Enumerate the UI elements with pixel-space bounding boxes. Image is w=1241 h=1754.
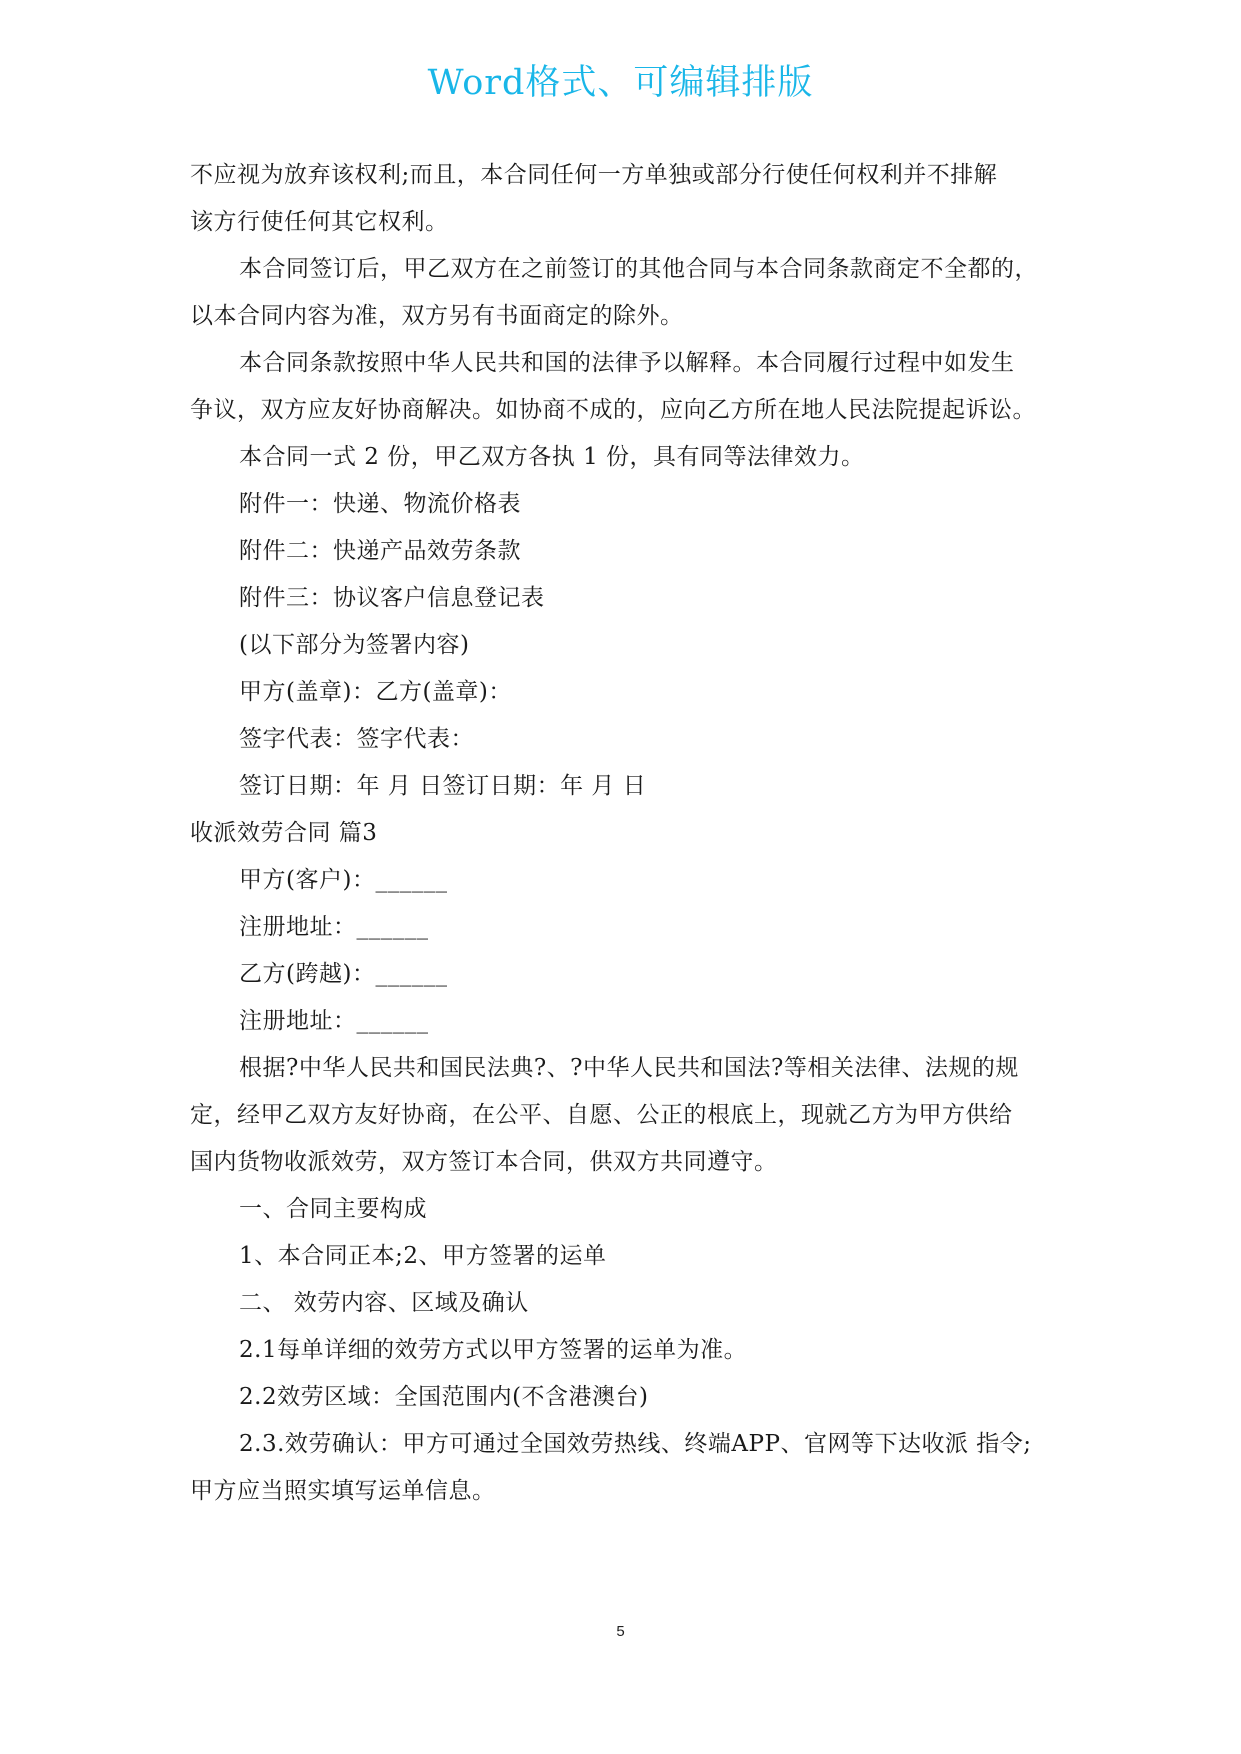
text-line: 不应视为放弃该权利;而且，本合同任何一方单独或部分行使任何权利并不排解 [190, 162, 998, 188]
text-line: 根据?中华人民共和国民法典?、?中华人民共和国法?等相关法律、法规的规 [239, 1055, 1019, 1081]
text-line: 收派效劳合同 篇3 [190, 820, 378, 846]
text-line: 以本合同内容为准，双方另有书面商定的除外。 [190, 303, 684, 329]
text-line: 本合同条款按照中华人民共和国的法律予以解释。本合同履行过程中如发生 [239, 350, 1015, 376]
text-line: 该方行使任何其它权利。 [190, 209, 449, 235]
text-line: 甲方应当照实填写运单信息。 [190, 1478, 496, 1504]
text-line: 签字代表：签字代表： [239, 726, 474, 752]
text-line: 定，经甲乙双方友好协商，在公平、自愿、公正的根底上，现就乙方为甲方供给 [190, 1102, 1013, 1128]
text-line: 附件二：快递产品效劳条款 [239, 538, 521, 564]
text-line: 1、本合同正本;2、甲方签署的运单 [239, 1243, 607, 1269]
text-line: 注册地址：______ [239, 1008, 429, 1034]
document-body [190, 152, 1070, 1515]
text-line: 争议，双方应友好协商解决。如协商不成的，应向乙方所在地人民法院提起诉讼。 [190, 397, 1036, 423]
page-header-title: Word格式、可编辑排版 [427, 63, 814, 103]
text-line: 2.3.效劳确认：甲方可通过全国效劳热线、终端APP、官网等下达收派 指令; [239, 1431, 1032, 1457]
text-line: (以下部分为签署内容) [239, 632, 470, 658]
text-line: 签订日期：年 月 日签订日期：年 月 日 [239, 773, 647, 799]
text-line: 甲方(客户)：______ [239, 867, 448, 893]
text-line: 附件一：快递、物流价格表 [239, 491, 521, 517]
text-line: 甲方(盖章)：乙方(盖章)： [239, 679, 512, 705]
text-line: 二、 效劳内容、区域及确认 [239, 1290, 529, 1316]
text-line: 本合同一式 2 份，甲乙双方各执 1 份，具有同等法律效力。 [239, 444, 865, 470]
text-line: 注册地址：______ [239, 914, 429, 940]
text-line: 本合同签订后，甲乙双方在之前签订的其他合同与本合同条款商定不全都的， [239, 256, 1038, 282]
text-line: 国内货物收派效劳，双方签订本合同，供双方共同遵守。 [190, 1149, 778, 1175]
text-line: 一、合同主要构成 [239, 1196, 427, 1222]
page-number: 5 [616, 1623, 625, 1640]
text-line: 乙方(跨越)：______ [239, 961, 448, 987]
text-line: 2.1每单详细的效劳方式以甲方签署的运单为准。 [239, 1337, 748, 1363]
text-line: 附件三：协议客户信息登记表 [239, 585, 545, 611]
text-line: 2.2效劳区域：全国范围内(不含港澳台) [239, 1384, 649, 1410]
